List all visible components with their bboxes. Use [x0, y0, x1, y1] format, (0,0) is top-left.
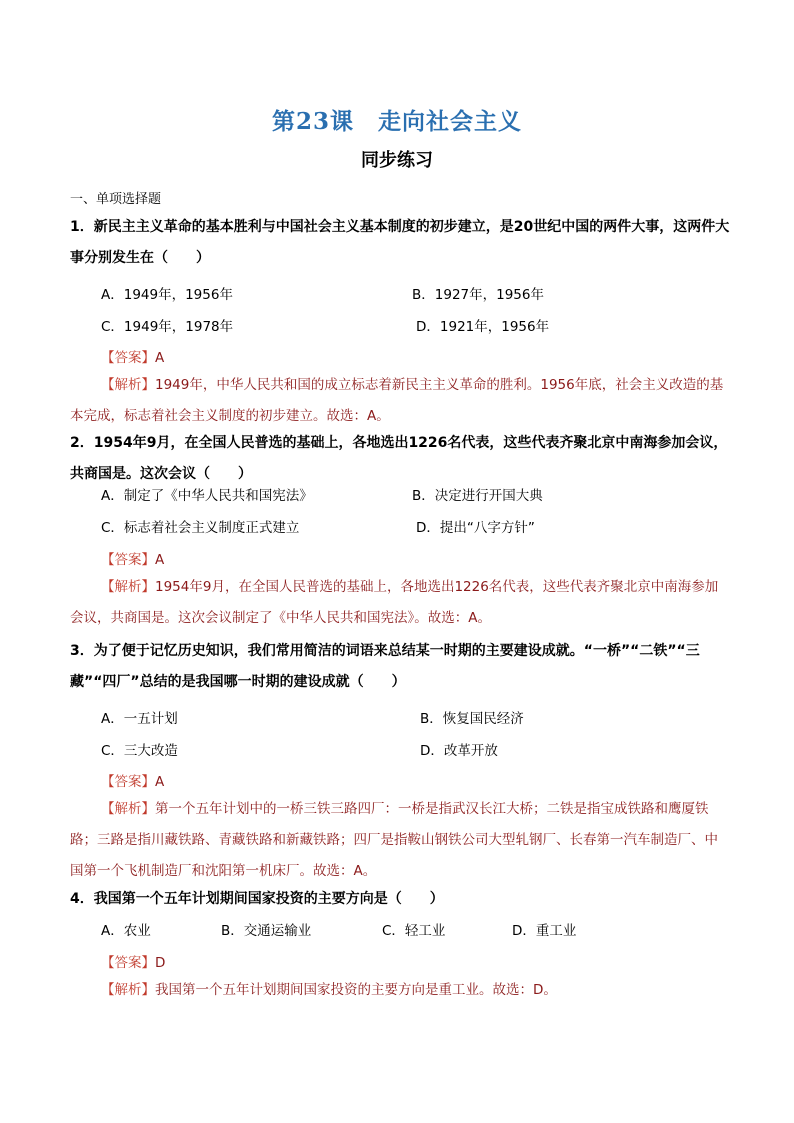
- answer-value: A: [155, 552, 165, 568]
- question-2-explanation: [70, 572, 724, 634]
- section-heading: 一、单项选择题: [70, 192, 162, 207]
- answer-value: A: [155, 774, 165, 790]
- explanation-text: 1954年9月，在全国人民普选的基础上，各地选出1226名代表，这些代表齐聚北京中南海参加会议，共商国是。这次会议制定了《中华人民共和国宪法》。故选：A。: [70, 579, 719, 626]
- question-1-stem: 1．新民主主义革命的基本胜利与中国社会主义基本制度的初步建立，是20世纪中国的两件大事，这两件大事分别发生在（ ）: [70, 219, 730, 266]
- question-1-explanation: [70, 370, 724, 432]
- explanation-text: 我国第一个五年计划期间国家投资的主要方向是重工业。故选：D。: [155, 982, 557, 998]
- question-1-option-d: D．1921年，1956年: [416, 319, 550, 335]
- question-4-stem: 4．我国第一个五年计划期间国家投资的主要方向是（ ）: [70, 891, 444, 907]
- explain-label: 【解析】: [101, 377, 155, 393]
- answer-label: 【答案】: [101, 774, 155, 790]
- question-1-option-c: C．1949年，1978年: [101, 319, 234, 335]
- answer-label: 【答案】: [101, 552, 155, 568]
- question-4-option-a: A．农业: [101, 923, 151, 939]
- question-2-option-a: A．制定了《中华人民共和国宪法》: [101, 488, 313, 504]
- question-3-option-b: B．恢复国民经济: [420, 711, 524, 727]
- question-4-explanation: [70, 975, 724, 1006]
- answer-label: 【答案】: [101, 350, 155, 366]
- question-4-option-b: B．交通运输业: [221, 923, 312, 939]
- question-4-option-d: D．重工业: [512, 923, 577, 939]
- question-1-answer: [101, 346, 164, 366]
- question-3-option-a: A．一五计划: [101, 711, 178, 727]
- question-2-option-c: C．标志着社会主义制度正式建立: [101, 520, 300, 536]
- question-3-stem: 3．为了便于记忆历史知识，我们常用简洁的词语来总结某一时期的主要建设成就。“一桥”“二铁”“三藏”“四厂”总结的是我国哪一时期的建设成就（ ）: [70, 643, 700, 690]
- question-3-option-c: C．三大改造: [101, 743, 178, 759]
- explanation-text: 1949年，中华人民共和国的成立标志着新民主主义革命的胜利。1956年底，社会主义改造的基本完成，标志着社会主义制度的初步建立。故选：A。: [70, 377, 724, 424]
- answer-value: A: [155, 350, 165, 366]
- explain-label: 【解析】: [101, 982, 155, 998]
- question-2-option-b: B．决定进行开国大典: [412, 488, 543, 504]
- question-2-answer: [101, 548, 164, 568]
- explain-label: 【解析】: [101, 801, 155, 817]
- answer-value: D: [155, 955, 166, 971]
- question-2-stem: 2．1954年9月，在全国人民普选的基础上，各地选出1226名代表，这些代表齐聚北京中南海参加会议，共商国是。这次会议（ ）: [70, 435, 728, 482]
- answer-label: 【答案】: [101, 955, 155, 971]
- question-1-option-a: A．1949年，1956年: [101, 287, 233, 303]
- question-4-option-c: C．轻工业: [382, 923, 446, 939]
- lesson-title: 第23课 走向社会主义: [271, 108, 522, 135]
- question-3-answer: [101, 770, 164, 790]
- question-4-answer: [101, 951, 165, 971]
- explanation-text: 第一个五年计划中的一桥三铁三路四厂：一桥是指武汉长江大桥；二铁是指宝成铁路和鹰厦铁路；三路是指川藏铁路、青藏铁路和新藏铁路；四厂是指鞍山钢铁公司大型轧钢厂、长春第一汽车制造厂、中国第一个飞机制造厂和沈阳第一机床厂。故选：A。: [70, 801, 718, 879]
- question-3-option-d: D．改革开放: [420, 743, 498, 759]
- question-3-explanation: [70, 794, 724, 887]
- exercise-subtitle: 同步练习: [361, 150, 433, 171]
- explain-label: 【解析】: [101, 579, 155, 595]
- question-1-option-b: B．1927年，1956年: [412, 287, 544, 303]
- question-2-option-d: D．提出“八字方针”: [416, 520, 535, 536]
